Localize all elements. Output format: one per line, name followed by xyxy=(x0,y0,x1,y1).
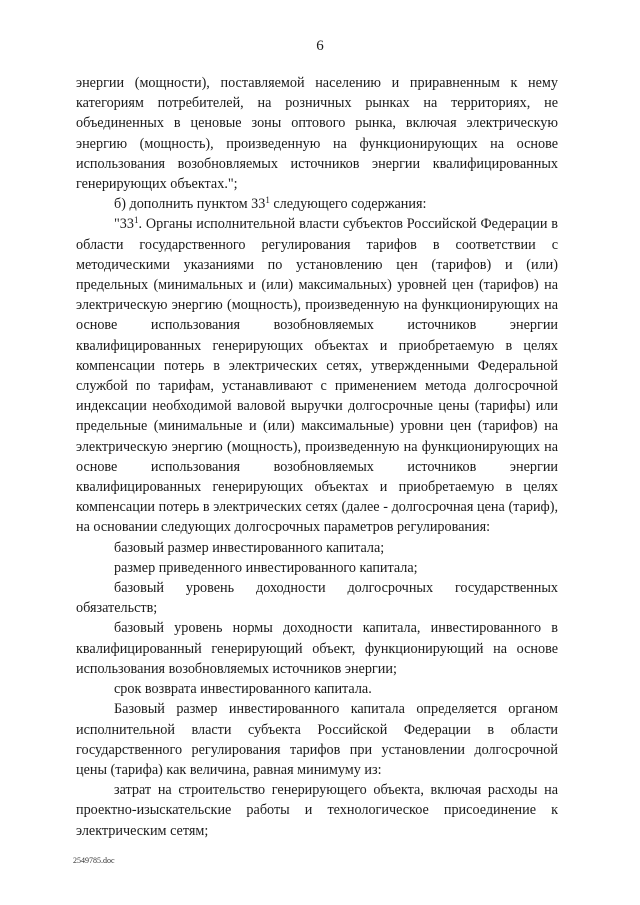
list-item-return-term: срок возврата инвестированного капитала. xyxy=(114,681,372,698)
list-item-base-return-rate: базовый уровень нормы доходности капитала, инвестированного в квалифицированный генерирующий объект, функционирующий на основе использования возобновляемых источников энергии; xyxy=(76,620,558,677)
list-item-base-yield: базовый уровень доходности долгосрочных государственных обязательств; xyxy=(76,580,558,617)
list-item-base-capital: базовый размер инвестированного капитала; xyxy=(114,539,385,556)
paragraph-text: следующего содержания: xyxy=(269,196,427,213)
superscript: 1 xyxy=(133,215,139,226)
paragraph-item-b xyxy=(76,194,558,214)
page-number: 6 xyxy=(316,38,324,54)
superscript: 1 xyxy=(265,195,270,206)
list-item-reduced-capital: размер приведенного инвестированного капитала; xyxy=(114,559,418,576)
paragraph-continuation: энергии (мощности), поставляемой населению и приравненным к нему категориям потребителей, на розничных рынках на территориях, не объединенных в ценовые зоны оптового рынка, включая электрическую энергию (мощность), произведенную на функционирующих на основе использования возобновляемых источников энергии квалифицированных генерирующих объектах."; xyxy=(76,75,558,193)
paragraph-text: . Органы исполнительной власти субъектов Российской Федерации в области государственного регулирования тарифов в соответствии с методическими указаниями по установлению цен (тарифов) и (или) предельных (минимальных и (или) максимальных) уровней цен (тарифов) на электрическую энергию (мощность), произведенную на функционирующих на основе использования возобновляемых источников энергии квалифицированных генерирующих объектах и приобретаемую в целях компенсации потерь в электрических сетях, утвержденными Федеральной службой по тарифам, устанавливают с применением метода долгосрочной индексации необходимой валовой выручки долгосрочные цены (тарифы) или предельные (минимальные и (или) максимальные) уровни цен (тарифов) на электрическую энергию (мощность), произведенную на функционирующих на основе использования возобновляемых источников энергии квалифицированных генерирующих объектах и приобретаемую в целях компенсации потерь в электрических сетях (далее - долгосрочная цена (тариф), на основании следующих долгосрочных параметров регулирования: xyxy=(76,216,558,536)
paragraph-construction-costs: затрат на строительство генерирующего объекта, включая расходы на проектно-изыскательские работы и технологическое присоединение к электрическим сетям; xyxy=(76,782,558,839)
paragraph-text: б) дополнить пунктом 33 xyxy=(114,196,266,213)
footer-file-code: 2549785.doc xyxy=(73,856,115,865)
document-body xyxy=(76,73,558,841)
paragraph-clause-33-1 xyxy=(76,214,558,537)
paragraph-text: "33 xyxy=(114,216,134,233)
paragraph-base-capital-definition: Базовый размер инвестированного капитала определяется органом исполнительной власти субъекта Российской Федерации в области государственного регулирования тарифов при установлении долгосрочной цены (тарифа) как величина, равная минимуму из: xyxy=(76,701,558,778)
